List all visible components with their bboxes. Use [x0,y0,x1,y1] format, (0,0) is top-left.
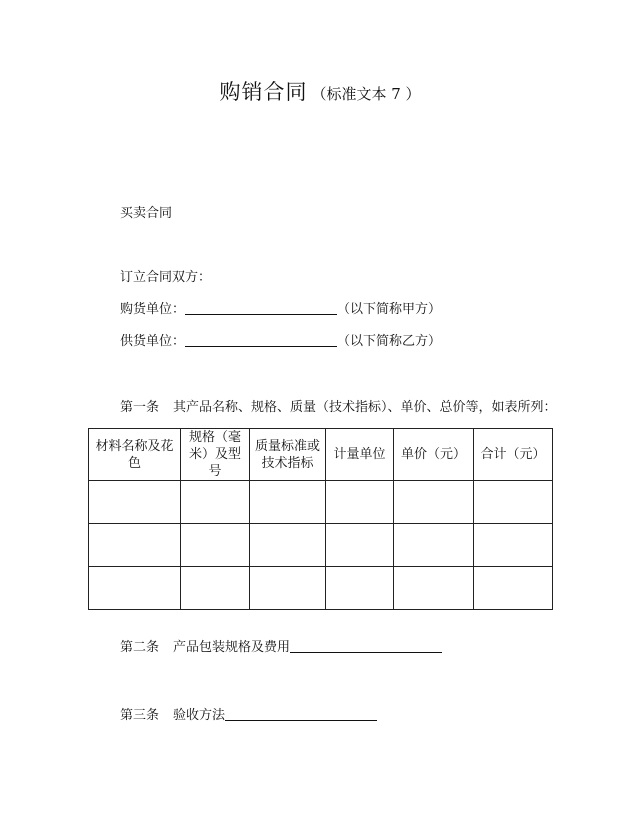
doc-type: 买卖合同 [120,206,173,221]
seller-line [120,330,441,349]
seller-blank-field[interactable] [185,333,337,347]
table-cell[interactable] [89,524,181,567]
clause-2-number: 第二条 [120,640,160,655]
table-cell[interactable] [181,481,250,524]
table-cell[interactable] [326,481,394,524]
clause-1-number: 第一条 [120,400,160,415]
clause-3-blank-field[interactable] [225,707,377,721]
buyer-blank-field[interactable] [185,301,337,315]
buyer-line [120,298,441,317]
clause-2-blank-field[interactable] [290,639,442,653]
table-cell[interactable] [250,567,326,610]
document-title [0,76,640,106]
header-total: 合计（元） [474,429,553,481]
table-cell[interactable] [181,524,250,567]
title-main: 购销合同 [219,80,308,104]
table-cell[interactable] [394,481,474,524]
table-cell[interactable] [394,567,474,610]
table-cell[interactable] [250,481,326,524]
table-cell[interactable] [326,567,394,610]
table-cell[interactable] [250,524,326,567]
clause-2 [120,636,442,655]
table-cell[interactable] [181,567,250,610]
clause-3 [120,704,377,723]
clause-1 [120,396,557,415]
table-cell[interactable] [474,524,553,567]
header-spec: 规格（毫米）及型号 [181,429,250,481]
seller-label: 供货单位： [120,334,186,349]
table-cell[interactable] [394,524,474,567]
header-unit-price: 单价（元） [394,429,474,481]
table-row [89,567,553,610]
table-cell[interactable] [89,567,181,610]
table-cell[interactable] [474,481,553,524]
table-header-row [89,429,553,481]
table-cell[interactable] [89,481,181,524]
seller-note: （以下简称乙方） [337,334,442,349]
parties-heading: 订立合同双方： [120,270,212,285]
table-row [89,481,553,524]
clause-3-number: 第三条 [120,708,160,723]
product-table [88,428,553,610]
buyer-note: （以下简称甲方） [337,302,442,317]
title-sub: （标准文本 7 ） [311,85,421,103]
buyer-label: 购货单位： [120,302,186,317]
header-quality: 质量标准或技术指标 [250,429,326,481]
table-row [89,524,553,567]
table-cell[interactable] [326,524,394,567]
header-material-name: 材料名称及花色 [89,429,181,481]
header-unit: 计量单位 [326,429,394,481]
table-cell[interactable] [474,567,553,610]
clause-3-text: 验收方法 [173,708,226,723]
clause-1-text: 其产品名称、规格、质量（技术指标）、单价、总价等，如表所列： [173,400,557,415]
clause-2-text: 产品包装规格及费用 [173,640,291,655]
